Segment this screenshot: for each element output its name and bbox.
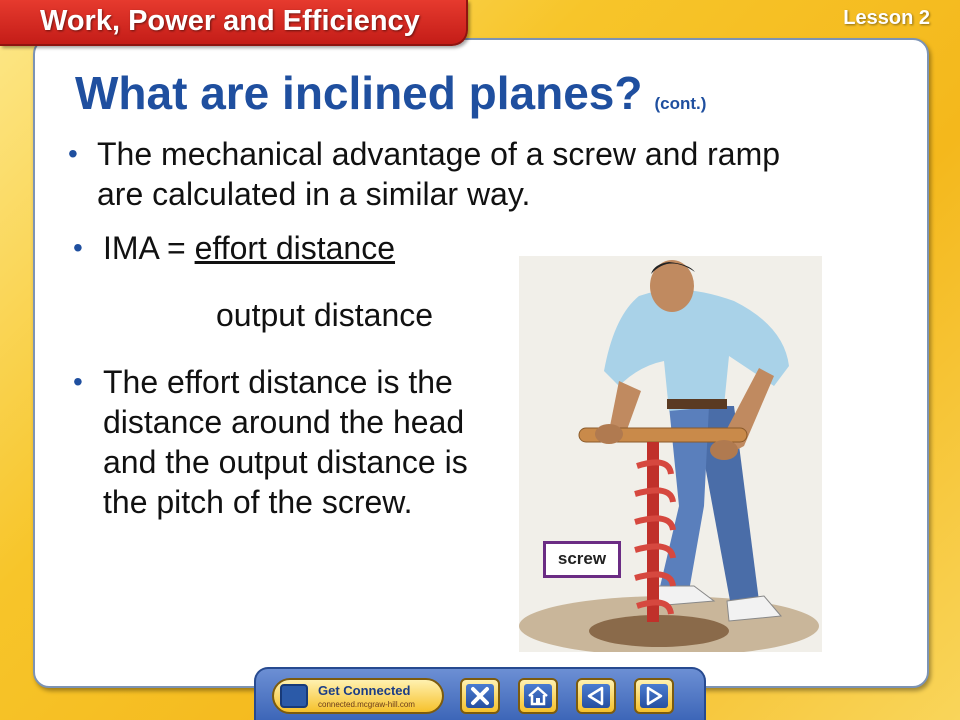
get-connected-label: Get Connected	[318, 683, 411, 698]
computer-icon	[280, 684, 308, 708]
close-button[interactable]	[460, 678, 500, 714]
next-icon	[636, 680, 672, 712]
bullet-dot-icon: •	[73, 232, 83, 263]
screw-label-box	[543, 541, 621, 578]
screw-illustration	[519, 256, 822, 652]
bullet-2	[103, 228, 395, 268]
previous-icon	[578, 680, 614, 712]
get-connected-button[interactable]	[272, 678, 444, 714]
formula-denominator: output distance	[216, 297, 434, 333]
close-icon	[462, 680, 498, 712]
bullet-3: The effort distance is the distance around the head and the output distance is the pitch of the screw.	[103, 364, 468, 520]
previous-button[interactable]	[576, 678, 616, 714]
slide-title-text: What are inclined planes?	[75, 67, 643, 119]
home-icon	[520, 680, 556, 712]
bullet-dot-icon: •	[73, 366, 83, 397]
slide-title	[75, 66, 706, 120]
formula-numerator: effort distance	[194, 230, 396, 266]
home-button[interactable]	[518, 678, 558, 714]
bullet-1: The mechanical advantage of a screw and ramp are calculated in a similar way.	[97, 136, 781, 212]
get-connected-url: connected.mcgraw-hill.com	[318, 700, 415, 709]
bullet-dot-icon: •	[68, 138, 78, 169]
chapter-tab	[0, 0, 468, 46]
screw-label: screw	[557, 549, 607, 568]
man-with-auger-icon	[519, 256, 822, 652]
lesson-label: Lesson 2	[843, 7, 930, 29]
next-button[interactable]	[634, 678, 674, 714]
ima-label: IMA =	[103, 230, 195, 266]
slide-title-suffix: (cont.)	[654, 94, 707, 113]
chapter-title: Work, Power and Efficiency	[40, 5, 420, 37]
